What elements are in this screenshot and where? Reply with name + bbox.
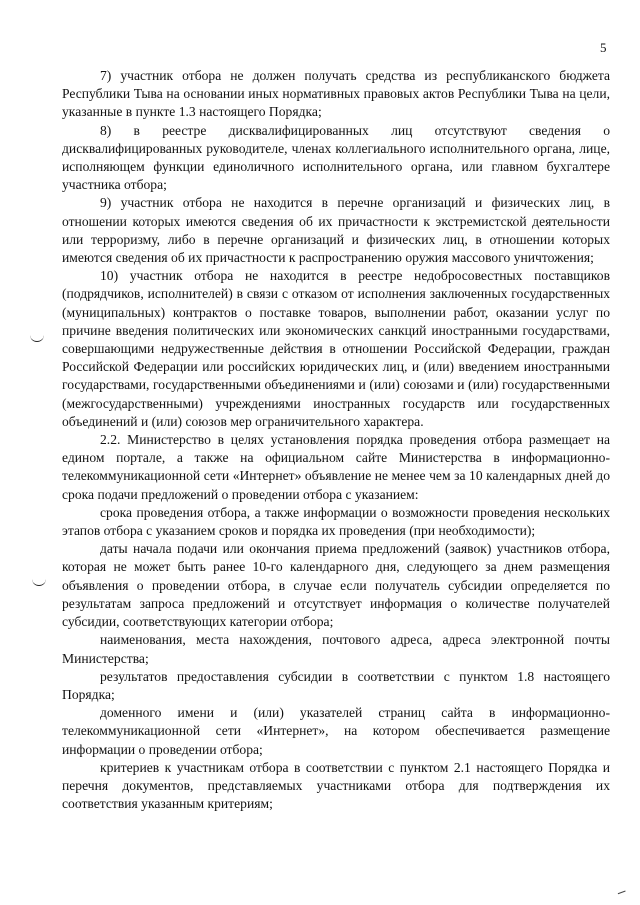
paragraph-list-dates: даты начала подачи или окончания приема предложений (заявок) участников отбора, которая не может быть ранее 10-го календарного дня, следующего за днем размещения объявления о проведении отбора, в случае если получатель субсидии определяется по результатам запроса предложений и отсутствует информация о количестве получателей субсидии, соответствующих категории отбора; bbox=[62, 541, 610, 630]
paragraph-list-domain: доменного имени и (или) указателей страниц сайта в информационно-телекоммуникационной сети «Интернет», на котором обеспечивается размещение информации о проведении отбора; bbox=[62, 705, 610, 757]
paragraph-item-9: 9) участник отбора не находится в перечне организаций и физических лиц, в отношении которых имеются сведения об их причастности к экстремистской деятельности или терроризму, либо в перечне организаций и физических лиц, в отношении которых имеются сведения об их причастности к распространению оружия массового уничтожения; bbox=[62, 195, 610, 266]
document-body bbox=[62, 67, 610, 813]
paragraph-section-2-2: 2.2. Министерство в целях установления порядка проведения отбора размещает на едином портале, а также на официальном сайте Министерства в информационно-телекоммуникационной сети «Интернет» объявление не менее чем за 10 календарных дней до срока подачи предложений о проведении отбора с указанием: bbox=[62, 432, 610, 502]
paragraph-item-10: 10) участник отбора не находится в реестре недобросовестных поставщиков (подрядчиков, исполнителей) в связи с отказом от исполнения заключенных государственных (муниципальных) контрактов о поставке товаров, выполнении работ, оказании услуг по причине введения политических или экономических санкций иностранными государствами, совершающими недружественные действия в отношении Российской Федерации, граждан Российской Федерации или российских юридических лиц, и (или) введением иностранными государствами, государственными объединениями и (или) союзами и (или) государственными (межгосударственными) учреждениями иностранных государств или государственных объединений и (или) союзов мер ограничительного характера. bbox=[62, 268, 610, 429]
page-number: 5 bbox=[600, 40, 607, 55]
paragraph-list-criteria: критериев к участникам отбора в соответствии с пунктом 2.1 настоящего Порядка и перечня документов, представляемых участниками отбора для подтверждения их соответствия указанным критериям; bbox=[62, 759, 610, 812]
binding-hole-mark-icon bbox=[30, 334, 44, 342]
paragraph-item-7: 7) участник отбора не должен получать средства из республиканского бюджета Республики Тыва на основании иных нормативных правовых актов Республики Тыва на цели, указанные в пункте 1.3 настоящего Порядка; bbox=[62, 68, 610, 120]
paragraph-list-address: наименования, места нахождения, почтового адреса, адреса электронной почты Министерства; bbox=[62, 632, 610, 666]
paragraph-item-8: 8) в реестре дисквалифицированных лиц отсутствуют сведения о дисквалифицированных руководителе, членах коллегиального исполнительного органа, лице, исполняющем функции единоличного исполнительного органа, или главном бухгалтере участника отбора; bbox=[62, 122, 610, 193]
paragraph-list-term: срока проведения отбора, а также информации о возможности проведения нескольких этапов отбора с указанием сроков и порядка их проведения (при необходимости); bbox=[62, 504, 610, 539]
binding-hole-mark-icon bbox=[32, 578, 46, 586]
paragraph-list-results: результатов предоставления субсидии в соответствии с пунктом 1.8 настоящего Порядка; bbox=[62, 668, 610, 702]
corner-scan-mark-icon bbox=[616, 887, 625, 894]
